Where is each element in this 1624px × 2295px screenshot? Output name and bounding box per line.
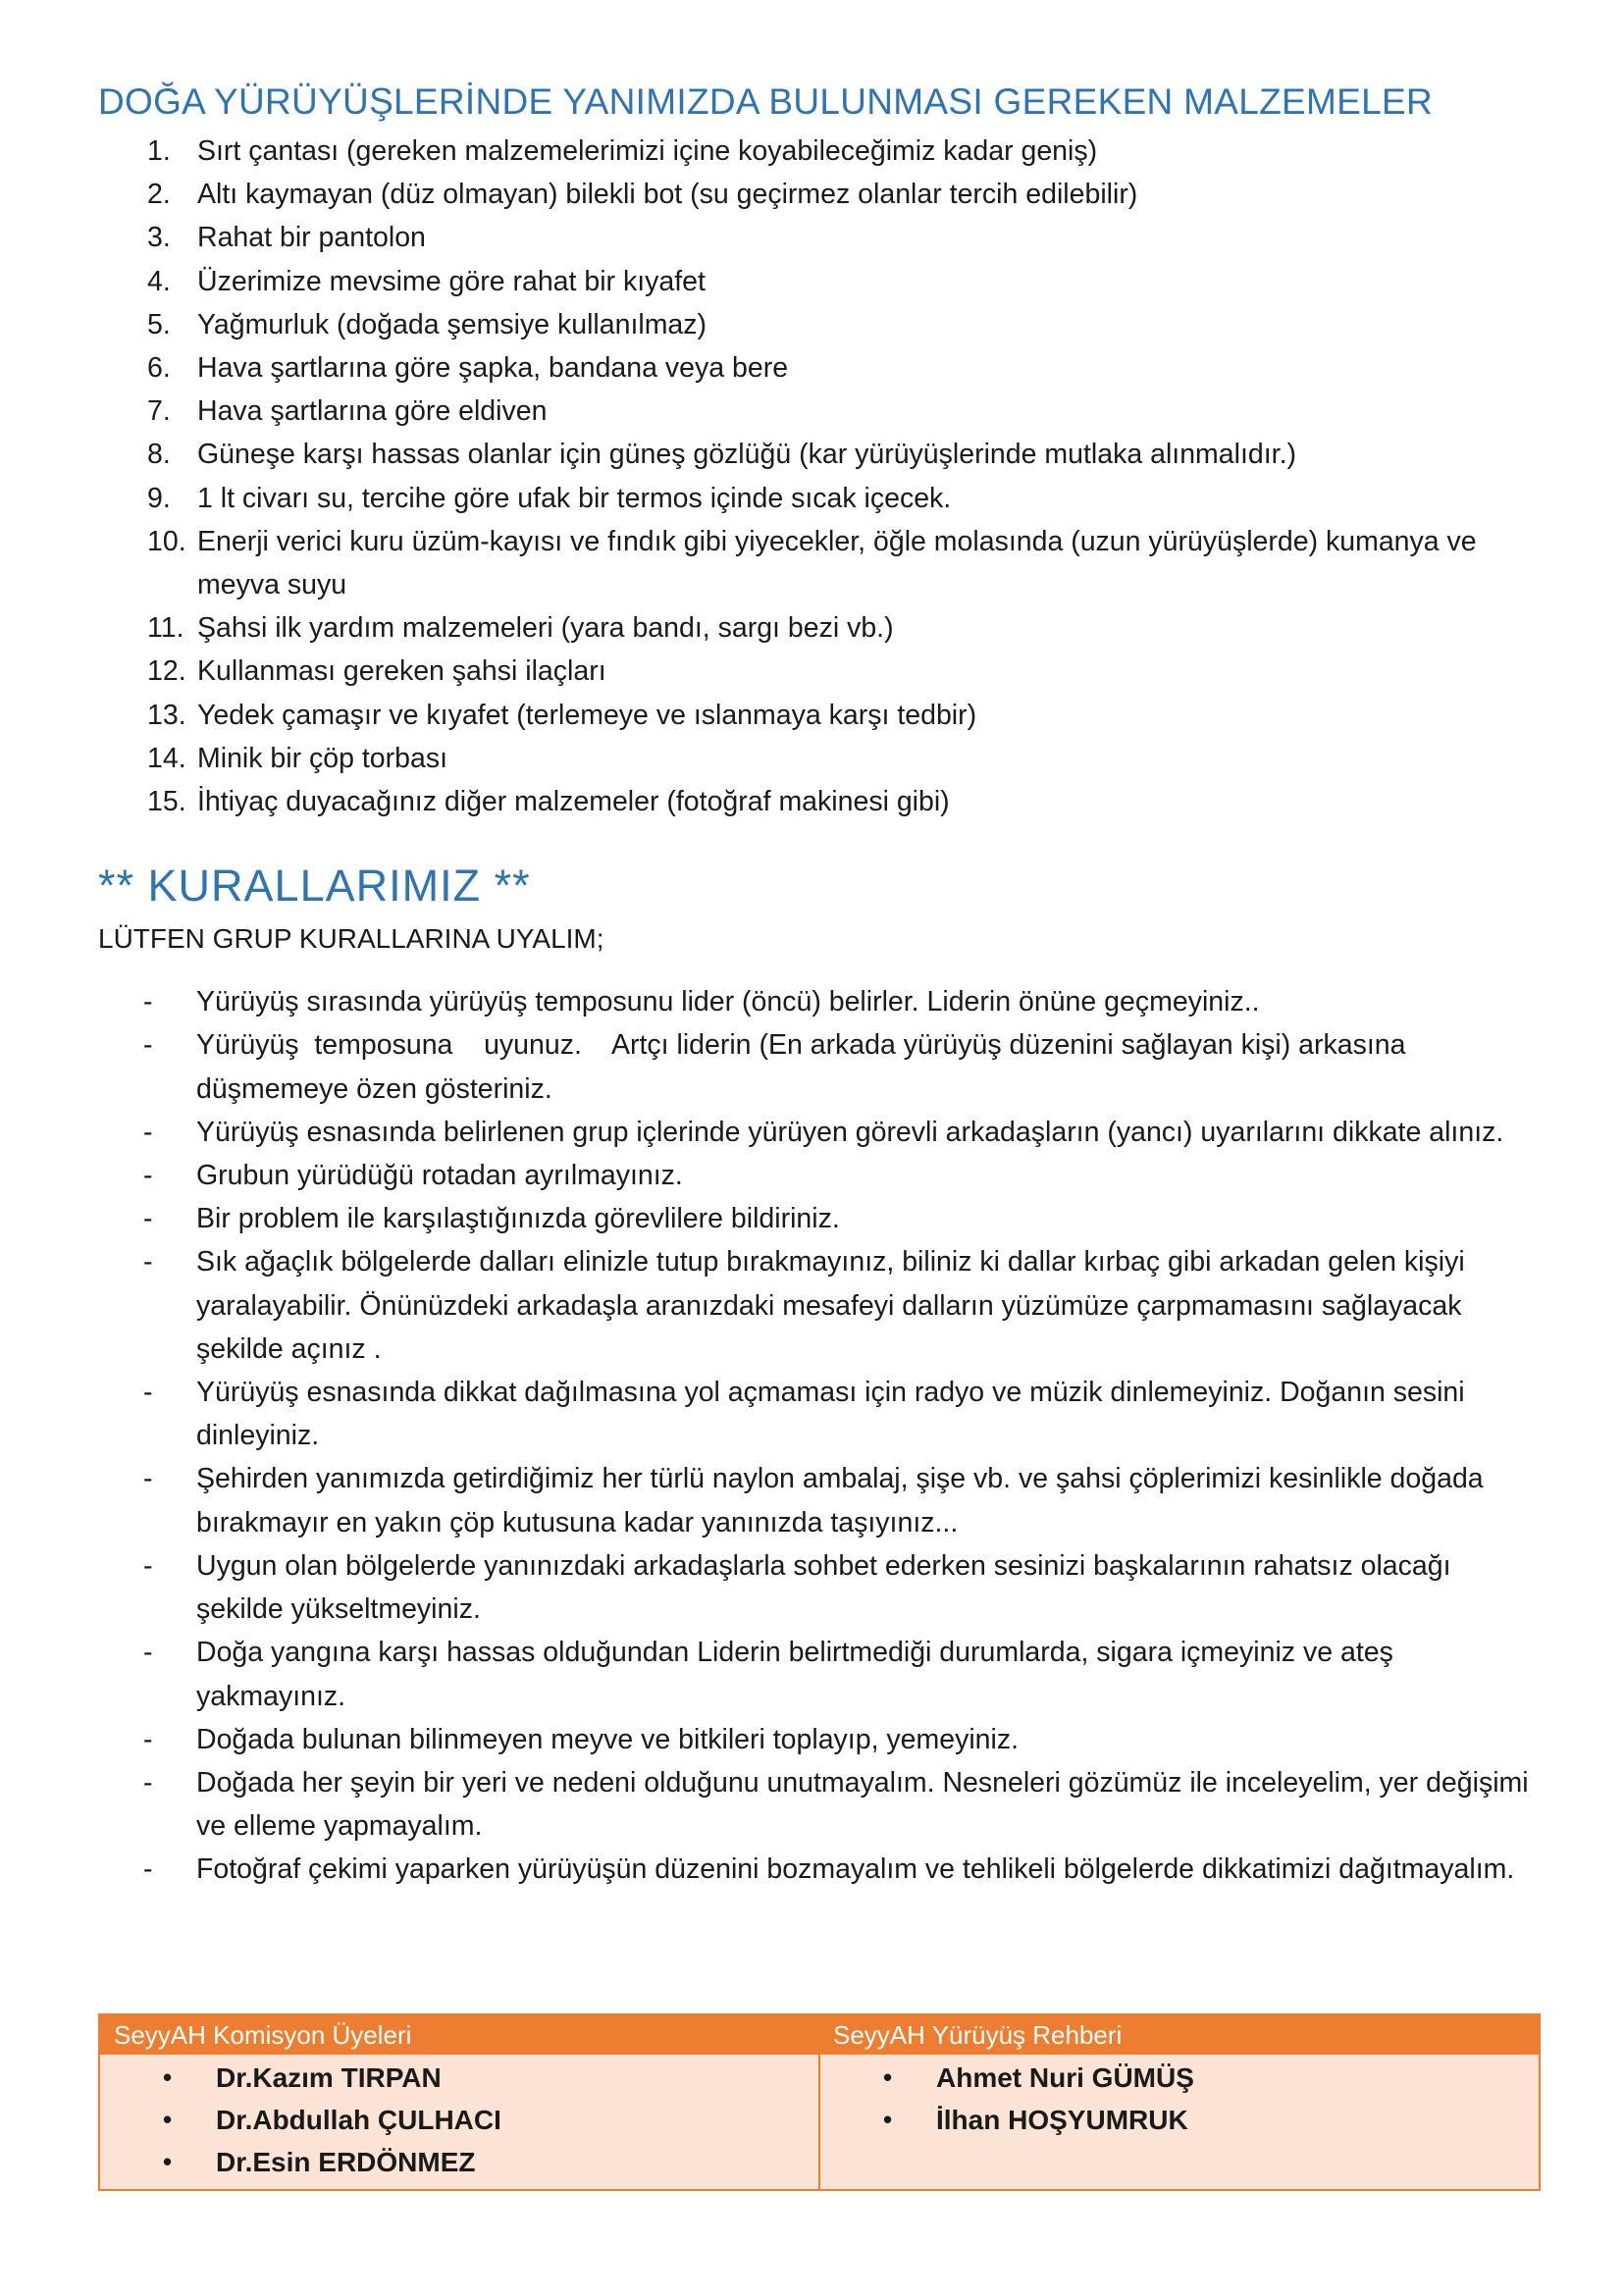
document-page <box>98 77 1541 1892</box>
list-item: 15. İhtiyaç duyacağınız diğer malzemeler (fotoğraf makinesi gibi) <box>147 786 950 818</box>
rules-title: ** KURALLARIMIZ ** <box>98 861 531 912</box>
rule-item: - Grubun yürüdüğü rotadan ayrılmayınız. <box>143 1160 683 1192</box>
rule-item: - Uygun olan bölgelerde yanınızdaki arkadaşlarla sohbet ederken sesinizi başkalarının rahatsız olacağı şekilde yükseltmeyiniz. <box>143 1549 1451 1626</box>
committee-members-cell <box>99 2055 819 2190</box>
walking-guides-cell <box>819 2055 1540 2190</box>
rule-item: - Şehirden yanımızda getirdiğimiz her türlü naylon ambalaj, şişe vb. ve şahsi çöplerimizi kesinlikle doğada bırakmayır en yakın çöp kutusuna kadar yanınızda taşıyınız... <box>143 1463 1484 1539</box>
bullet-icon: • <box>163 2147 173 2176</box>
rule-item: - Doğada bulunan bilinmeyen meyve ve bitkileri toplayıp, yemeyiniz. <box>143 1723 1020 1755</box>
committee-members-list <box>114 2057 805 2183</box>
list-item: 7. Hava şartlarına göre eldiven <box>147 395 548 428</box>
list-item: 9. 1 lt civarı su, tercihe göre ufak bir termos içinde sıcak içecek. <box>147 482 952 514</box>
list-item: 11. Şahsi ilk yardım malzemeleri (yara bandı, sargı bezi vb.) <box>147 612 894 645</box>
rule-item: - Doğa yangına karşı hassas olduğundan Liderin belirtmediği durumlarda, sigara içmeyiniz ve ateş yakmayınız. <box>143 1637 1393 1712</box>
equipment-title: DOĞA YÜRÜYÜŞLERİNDE YANIMIZDA BULUNMASI GEREKEN MALZEMELER <box>98 81 1433 122</box>
table-row <box>99 2055 1540 2190</box>
rule-item: - Yürüyüş esnasında belirlenen grup içlerinde yürüyen görevli arkadaşların (yancı) uyarılarını dikkate alınız. <box>143 1116 1504 1148</box>
bullet-icon: • <box>163 2062 173 2092</box>
list-item: 4. Üzerimize mevsime göre rahat bir kıyafet <box>147 265 706 297</box>
list-item: 13. Yedek çamaşır ve kıyafet (terlemeye ve ıslanmaya karşı tedbir) <box>147 699 977 731</box>
committee-table <box>98 2013 1541 2191</box>
list-item: 3. Rahat bir pantolon <box>147 222 426 254</box>
list-item: 6. Hava şartlarına göre şapka, bandana veya bere <box>147 352 789 385</box>
rules-list <box>98 980 1541 1891</box>
rule-item: - Yürüyüş esnasında dikkat dağılmasına yol açmaması için radyo ve müzik dinlemeyiniz. Doğanın sesini dinleyiniz. <box>143 1377 1465 1452</box>
list-item: 12. Kullanması gereken şahsi ilaçları <box>147 655 606 688</box>
bullet-icon: • <box>883 2062 893 2092</box>
walking-guide-header: SeyyAH Yürüyüş Rehberi <box>819 2014 1540 2055</box>
rule-item: - Fotoğraf çekimi yaparken yürüyüşün düzenini bozmayalım ve tehlikeli bölgelerde dikkatimizi dağıtmayalım. <box>143 1853 1515 1886</box>
equipment-list <box>98 130 1541 823</box>
list-item: • Ahmet Nuri GÜMÜŞ <box>834 2057 1525 2099</box>
committee-members-header: SeyyAH Komisyon Üyeleri <box>99 2014 819 2055</box>
rules-subtitle: LÜTFEN GRUP KURALLARINA UYALIM; <box>98 923 604 955</box>
rule-item: - Bir problem ile karşılaştığınızda görevlilere bildiriniz. <box>143 1203 840 1235</box>
bullet-icon: • <box>163 2105 173 2134</box>
walking-guides-list <box>834 2057 1525 2141</box>
list-item: 1. Sırt çantası (gereken malzemelerimizi içine koyabileceğimiz kadar geniş) <box>147 135 1098 167</box>
rule-item: - Sık ağaçlık bölgelerde dalları elinizle tutup bırakmayınız, biliniz ki dallar kırbaç gibi arkadan gelen kişiyi yaralayabilir. Önünüzdeki arkadaşla aranızdaki mesafeyi dalların yüzümüze çarpmamasını sağlayacak şekilde açınız . <box>143 1246 1465 1365</box>
list-item: • Dr.Esin ERDÖNMEZ <box>114 2141 805 2183</box>
bullet-icon: • <box>883 2105 893 2134</box>
list-item: 2. Altı kaymayan (düz olmayan) bilekli bot (su geçirmez olanlar tercih edilebilir) <box>147 179 1138 211</box>
list-item: • Dr.Kazım TIRPAN <box>114 2057 805 2099</box>
rule-item: - Yürüyüş sırasında yürüyüş temposunu lider (öncü) belirler. Liderin önüne geçmeyiniz.. <box>143 986 1260 1018</box>
rule-item: - Doğada her şeyin bir yeri ve nedeni olduğunu unutmayalım. Nesneleri gözümüz ile inceleyelim, yer değişimi ve elleme yapmayalım. <box>143 1766 1529 1843</box>
list-item: • İlhan HOŞYUMRUK <box>834 2099 1525 2141</box>
table-header-row <box>99 2014 1540 2055</box>
list-item: 14. Minik bir çöp torbası <box>147 742 448 774</box>
list-item: 8. Güneşe karşı hassas olanlar için güneş gözlüğü (kar yürüyüşlerinde mutlaka alınmalıdır.) <box>147 439 1296 471</box>
list-item: 10. Enerji verici kuru üzüm-kayısı ve fındık gibi yiyecekler, öğle molasında (uzun yürüyüşlerde) kumanya ve meyva suyu <box>147 525 1477 601</box>
list-item: • Dr.Abdullah ÇULHACI <box>114 2099 805 2141</box>
rule-item: - Yürüyüş temposuna uyunuz. Artçı liderin (En arkada yürüyüş düzenini sağlayan kişi) arkasına düşmemeye özen gösteriniz. <box>143 1029 1414 1105</box>
list-item: 5. Yağmurluk (doğada şemsiye kullanılmaz) <box>147 308 707 340</box>
